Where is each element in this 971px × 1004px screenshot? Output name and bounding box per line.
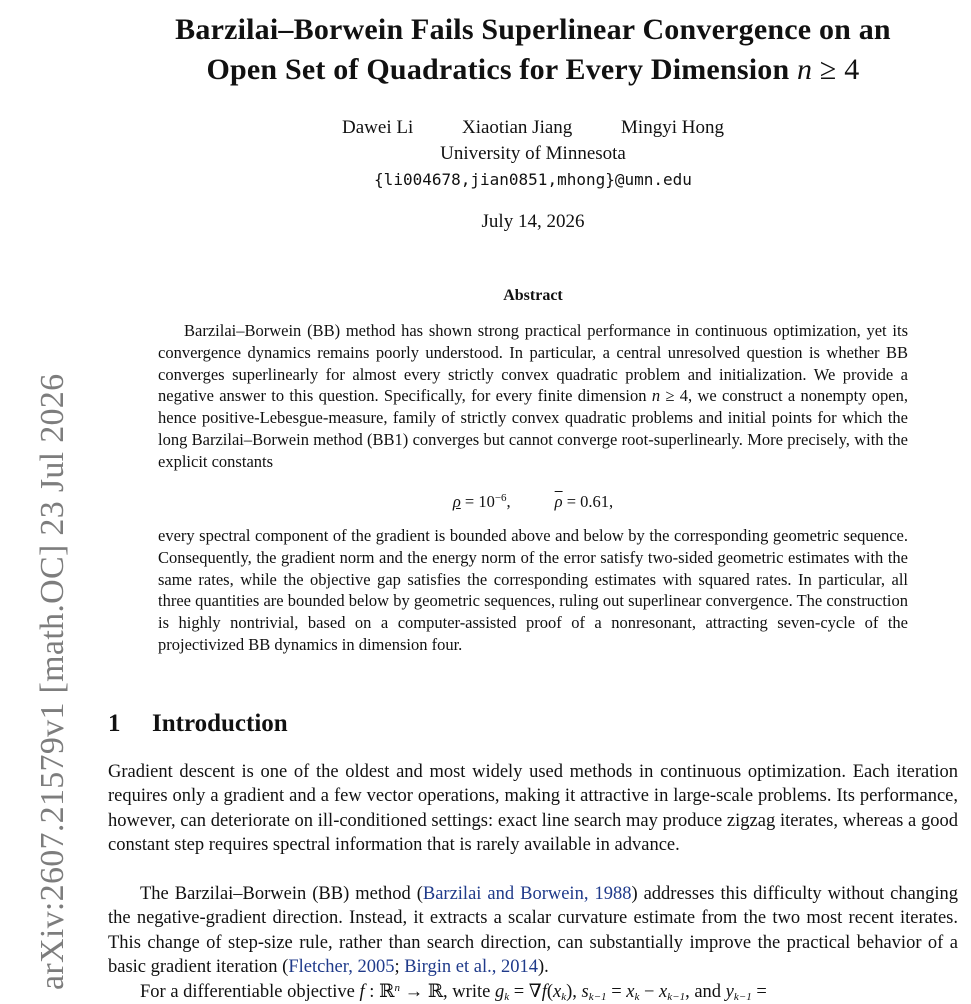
math-text: =	[751, 982, 767, 1002]
body-text: The Barzilai–Borwein (BB) method (	[140, 884, 423, 904]
math-var: x	[659, 982, 668, 1002]
math-text: =	[606, 982, 627, 1002]
arxiv-sidebar	[4, 0, 71, 1000]
section-heading	[108, 710, 288, 738]
citation-authors: Barzilai and Borwein	[422, 884, 584, 904]
citation-link[interactable]: Barzilai and Borwein, 1988	[422, 884, 632, 904]
citation-authors: Fletcher	[288, 957, 349, 978]
math-sub: k	[561, 991, 567, 1003]
arxiv-identifier: arXiv:2607.21579v1 [math.OC] 23 Jul 2026	[34, 373, 71, 990]
paper-date: July 14, 2026	[481, 211, 585, 232]
math-sub: k−1	[733, 991, 752, 1003]
math-text: , and	[685, 982, 726, 1002]
abstract-text: Barzilai–Borwein (BB) method has shown strong practical performance in continuous optimization, yet its convergence dynamics remains poorly understood. In particular, a central unresolved question is whether BB converges superlinearly for almost every strictly convex quadratic problem and initialization. We provide a negative answer to this question. Specifically, for every finite dimension	[158, 321, 908, 406]
citation-authors: Birgin et al.	[404, 957, 492, 978]
rho-upper-symbol: $\overline{\rho}$	[554, 492, 563, 511]
math-text: (	[546, 982, 554, 1002]
rho-upper-value: = 0.61,	[562, 492, 614, 511]
math-text: −	[639, 982, 660, 1002]
math-sub: k−1	[588, 991, 607, 1003]
section-title: Introduction	[152, 710, 288, 737]
math-text: = ∇	[509, 982, 542, 1002]
author-name: Dawei Li	[342, 117, 414, 138]
math-var: f	[359, 982, 365, 1002]
section-number: 1	[108, 710, 121, 737]
paper-title	[110, 10, 956, 90]
body-text: For a differentiable objective	[140, 982, 360, 1002]
author-name: Mingyi Hong	[621, 117, 724, 138]
math-sub: k−1	[667, 991, 686, 1003]
citation-year: 1988	[594, 884, 632, 904]
author-emails: {li004678,jian0851,mhong}@umn.edu	[374, 170, 692, 189]
title-line-1: Barzilai–Borwein Fails Superlinear Convergence on an	[175, 13, 891, 46]
math-sup: n	[394, 982, 400, 994]
abstract-math-var: n	[651, 386, 661, 406]
abstract-paragraph-2: every spectral component of the gradient is bounded above and below by the corresponding geometric sequence. Consequently, the gradient norm and the energy norm of the error satisfy two-sided geometric estimates with the same rates, while the objective gap satisfies the corresponding estimates with squared rates. In particular, all three quantities are bounded below by geometric sequences, ruling out superlinear convergence. The construction is highly nontrivial, based on a computer-assisted proof of a nonresonant, attracting seven-cycle of the projectivized BB dynamics in dimension four.	[158, 526, 908, 654]
rho-lower-symbol: ρ	[452, 492, 461, 511]
math-var: f	[541, 982, 547, 1002]
citation-link[interactable]: Fletcher, 2005	[288, 957, 395, 978]
math-var: x	[626, 982, 635, 1002]
rho-lower-exponent: −6	[494, 492, 507, 504]
affiliation: University of Minnesota	[440, 143, 626, 164]
citation-year: 2005	[357, 957, 395, 978]
math-sub: k	[634, 991, 640, 1003]
citation-year: 2014	[500, 957, 538, 978]
abstract-text: ≥ 4, we construct a nonempty open, hence positive-Lebesgue-measure, family of strictly convex quadratic problems and initial points for which the long Barzilai–Borwein method (BB1) converges but cannot converge root-superlinearly. More precisely, with the explicit constants	[158, 386, 908, 471]
math-text: ),	[566, 982, 582, 1002]
intro-paragraph-2: The Barzilai–Borwein (BB) method (Barzilai and Borwein, 1988) addresses this difficulty without changing the negative-gradient direction. Instead, it extracts a scalar curvature estimate from the two most recent iterates. This change of step-size rule, rather than search direction, can substantially improve the practical behavior of a basic gradient iteration (Fletcher, 2005; Birgin et al., 2014).	[108, 884, 958, 978]
title-line-2: Open Set of Quadratics for Every Dimension	[206, 53, 798, 86]
abstract-equation	[158, 492, 908, 512]
title-math-var: n	[797, 53, 813, 86]
math-var: g	[494, 982, 505, 1002]
math-var: x	[553, 982, 562, 1002]
rho-lower-value: = 10	[460, 492, 495, 511]
abstract-paragraph-1	[158, 320, 908, 473]
math-var: s	[581, 982, 589, 1002]
math-text: → ℝ, write	[399, 982, 495, 1002]
citation-link[interactable]: Birgin et al., 2014	[404, 957, 538, 978]
math-text: : ℝ	[364, 982, 395, 1002]
abstract-heading: Abstract	[503, 287, 563, 304]
author-name: Xiaotian Jiang	[462, 117, 573, 138]
body-text: ) addresses this difficulty without changing the negative-gradient direction. Instead, it extracts a scalar curvature estimate from the two most recent iterates. This change of step-size rule, rather than search direction, can substantially improve the practical behavior of a basic gradient iteration (	[108, 884, 958, 978]
intro-paragraph-1: Gradient descent is one of the oldest and most widely used methods in continuous optimization. Each iteration requires only a gradient and a few vector operations, making it attractive in large-scale problems. Its performance, however, can deteriorate on ill-conditioned settings: exact line search may produce zigzag iterates, whereas a good constant step requires spectral information that is rarely available in advance.	[108, 762, 958, 856]
equation-separator: ,	[506, 492, 511, 511]
math-var: y	[725, 982, 734, 1002]
math-sub: k	[504, 991, 510, 1003]
intro-paragraph-3	[108, 980, 958, 1004]
body-text: ).	[537, 957, 549, 978]
title-math-op: ≥ 4	[812, 53, 860, 86]
author-list	[110, 117, 956, 139]
